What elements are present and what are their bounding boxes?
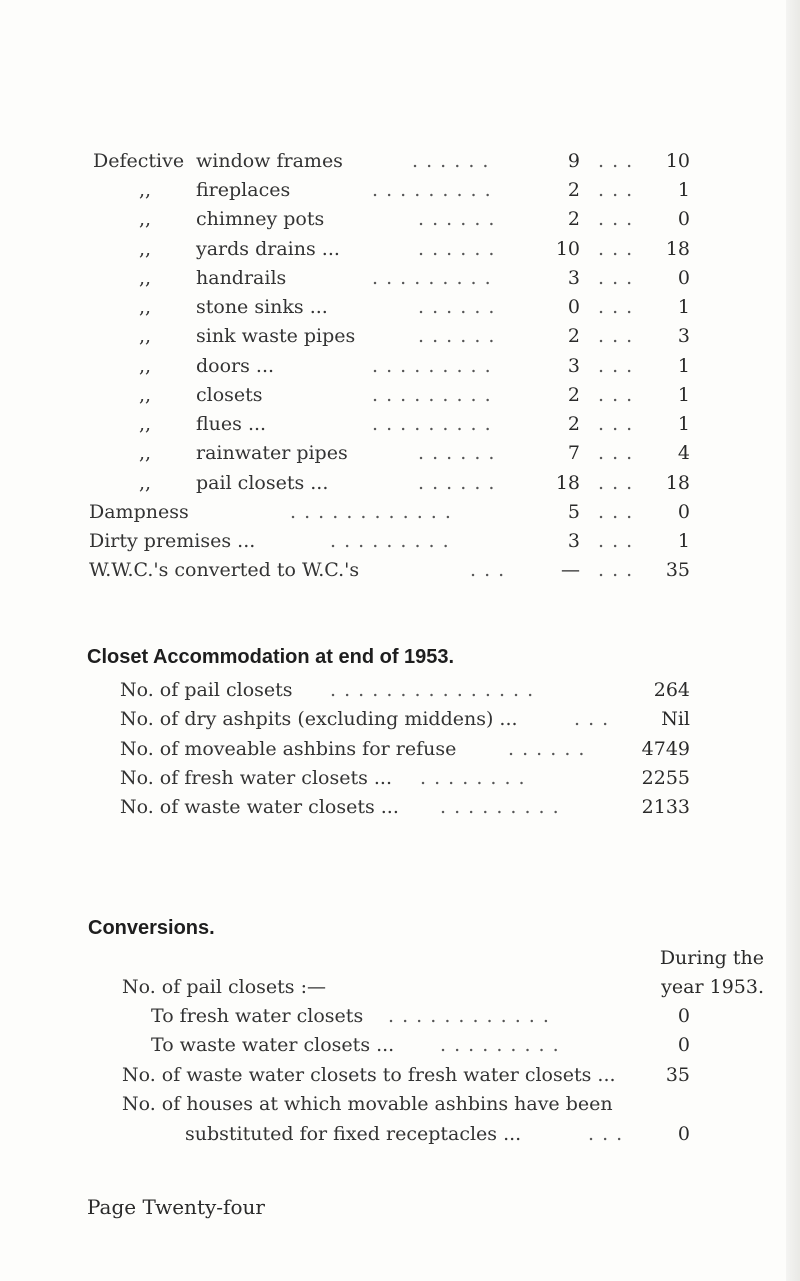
row-label: closets <box>196 384 263 406</box>
mid-dots: . . . <box>598 472 634 494</box>
ditto-mark: ,, <box>139 442 152 464</box>
mid-dots: . . . <box>598 267 634 289</box>
value-prior: 3 <box>567 267 580 289</box>
ditto-mark: ,, <box>139 238 152 260</box>
row-dots: . . . . . . . . . <box>372 413 492 435</box>
row-dots: . . . . . . <box>412 150 490 172</box>
houses-label-line2: substituted for fixed receptacles ... <box>185 1123 522 1145</box>
row-dots: . . . . . . . . . <box>372 267 492 289</box>
row-label: stone sinks ... <box>196 296 328 318</box>
row-label: Dampness <box>89 501 189 523</box>
conversion-intro: No. of pail closets :— <box>122 976 326 998</box>
mid-dots: . . . <box>598 208 634 230</box>
houses-dots: . . . <box>588 1123 624 1145</box>
value-prior: 0 <box>567 296 580 318</box>
closet-row-label: No. of moveable ashbins for refuse <box>120 738 457 760</box>
conversion-row-value: 0 <box>677 1005 690 1027</box>
row-label: chimney pots <box>196 208 325 230</box>
section-heading: Conversions. <box>88 917 215 939</box>
mid-dots: . . . <box>598 296 634 318</box>
ditto-mark: ,, <box>139 325 152 347</box>
closet-row-label: No. of pail closets <box>120 679 293 701</box>
closet-row-label: No. of waste water closets ... <box>120 796 399 818</box>
value-current: 4 <box>677 442 690 464</box>
row-label: fireplaces <box>196 179 291 201</box>
row-dots: . . . . . . <box>418 208 496 230</box>
mid-dots: . . . <box>598 150 634 172</box>
row-label: rainwater pipes <box>196 442 348 464</box>
conversion-row-label: To waste water closets ... <box>151 1034 395 1056</box>
mid-dots: . . . <box>598 179 634 201</box>
conversion-row-dots: . . . . . . . . . . . . <box>388 1005 550 1027</box>
closet-row-value: 264 <box>653 679 690 701</box>
ditto-mark: ,, <box>139 413 152 435</box>
mid-dots: . . . <box>598 501 634 523</box>
ditto-mark: ,, <box>139 179 152 201</box>
value-prior: 5 <box>567 501 580 523</box>
row-dots: . . . . . . . . . . . . <box>290 501 452 523</box>
column-header: year 1953. <box>661 976 764 998</box>
houses-value: 0 <box>677 1123 690 1145</box>
row-label: W.W.C.'s converted to W.C.'s <box>89 559 360 581</box>
closet-row-dots: . . . <box>574 708 610 730</box>
row-label: window frames <box>196 150 343 172</box>
closet-row-dots: . . . . . . . . . . . . . . . <box>330 679 535 701</box>
closet-row-label: No. of fresh water closets ... <box>120 767 392 789</box>
mid-dots: . . . <box>598 559 634 581</box>
value-current: 1 <box>677 179 690 201</box>
value-prior: 18 <box>555 472 580 494</box>
ww-conversion-value: 35 <box>665 1064 690 1086</box>
ditto-mark: ,, <box>139 384 152 406</box>
row-dots: . . . . . . . . . <box>372 384 492 406</box>
value-prior: 2 <box>567 208 580 230</box>
row-label: sink waste pipes <box>196 325 356 347</box>
conversion-row-value: 0 <box>677 1034 690 1056</box>
value-prior: 10 <box>555 238 580 260</box>
value-prior: 7 <box>567 442 580 464</box>
value-current: 18 <box>665 472 690 494</box>
row-label: Dirty premises ... <box>89 530 256 552</box>
value-prior: 3 <box>567 530 580 552</box>
row-label: yards drains ... <box>196 238 340 260</box>
value-prior: 3 <box>567 355 580 377</box>
row-dots: . . . . . . . . . <box>372 179 492 201</box>
closet-row-dots: . . . . . . <box>508 738 586 760</box>
row-dots: . . . . . . . . . <box>330 530 450 552</box>
closet-row-dots: . . . . . . . . <box>420 767 526 789</box>
closet-row-value: Nil <box>661 708 690 730</box>
closet-row-value: 4749 <box>641 738 690 760</box>
ditto-mark: ,, <box>139 472 152 494</box>
value-prior: 2 <box>567 325 580 347</box>
row-dots: . . . . . . <box>418 472 496 494</box>
closet-row-dots: . . . . . . . . . <box>440 796 560 818</box>
value-current: 0 <box>677 208 690 230</box>
row-label: pail closets ... <box>196 472 329 494</box>
value-current: 18 <box>665 238 690 260</box>
value-current: 3 <box>677 325 690 347</box>
conversion-row-dots: . . . . . . . . . <box>440 1034 560 1056</box>
ditto-mark: ,, <box>139 296 152 318</box>
closet-row-value: 2133 <box>641 796 690 818</box>
row-dots: . . . <box>470 559 506 581</box>
conversion-row-label: To fresh water closets <box>151 1005 364 1027</box>
mid-dots: . . . <box>598 384 634 406</box>
row-dots: . . . . . . <box>418 442 496 464</box>
mid-dots: . . . <box>598 238 634 260</box>
row-label: handrails <box>196 267 287 289</box>
value-current: 0 <box>677 267 690 289</box>
value-prior: 9 <box>567 150 580 172</box>
value-current: 35 <box>665 559 690 581</box>
row-label: doors ... <box>196 355 275 377</box>
ditto-mark: ,, <box>139 355 152 377</box>
value-prior: 2 <box>567 413 580 435</box>
value-current: 1 <box>677 355 690 377</box>
mid-dots: . . . <box>598 325 634 347</box>
closet-row-value: 2255 <box>641 767 690 789</box>
mid-dots: . . . <box>598 530 634 552</box>
closet-row-label: No. of dry ashpits (excluding middens) ... <box>120 708 518 730</box>
value-current: 1 <box>677 296 690 318</box>
value-prior: 2 <box>567 179 580 201</box>
houses-label-line1: No. of houses at which movable ashbins have been <box>122 1093 613 1115</box>
page-edge <box>786 0 800 1281</box>
value-current: 10 <box>665 150 690 172</box>
mid-dots: . . . <box>598 442 634 464</box>
ditto-mark: ,, <box>139 267 152 289</box>
page-number: Page Twenty-four <box>87 1195 265 1219</box>
mid-dots: . . . <box>598 413 634 435</box>
value-current: 0 <box>677 501 690 523</box>
ww-conversion-label: No. of waste water closets to fresh water closets ... <box>122 1064 616 1086</box>
row-dots: . . . . . . <box>418 296 496 318</box>
row-prefix: Defective <box>93 150 185 172</box>
row-dots: . . . . . . <box>418 238 496 260</box>
column-header: During the <box>659 947 764 969</box>
row-label: flues ... <box>196 413 267 435</box>
value-current: 1 <box>677 413 690 435</box>
value-prior: — <box>561 559 580 581</box>
value-current: 1 <box>677 530 690 552</box>
value-current: 1 <box>677 384 690 406</box>
ditto-mark: ,, <box>139 208 152 230</box>
row-dots: . . . . . . . . . <box>372 355 492 377</box>
mid-dots: . . . <box>598 355 634 377</box>
row-dots: . . . . . . <box>418 325 496 347</box>
section-heading: Closet Accommodation at end of 1953. <box>87 646 455 668</box>
value-prior: 2 <box>567 384 580 406</box>
